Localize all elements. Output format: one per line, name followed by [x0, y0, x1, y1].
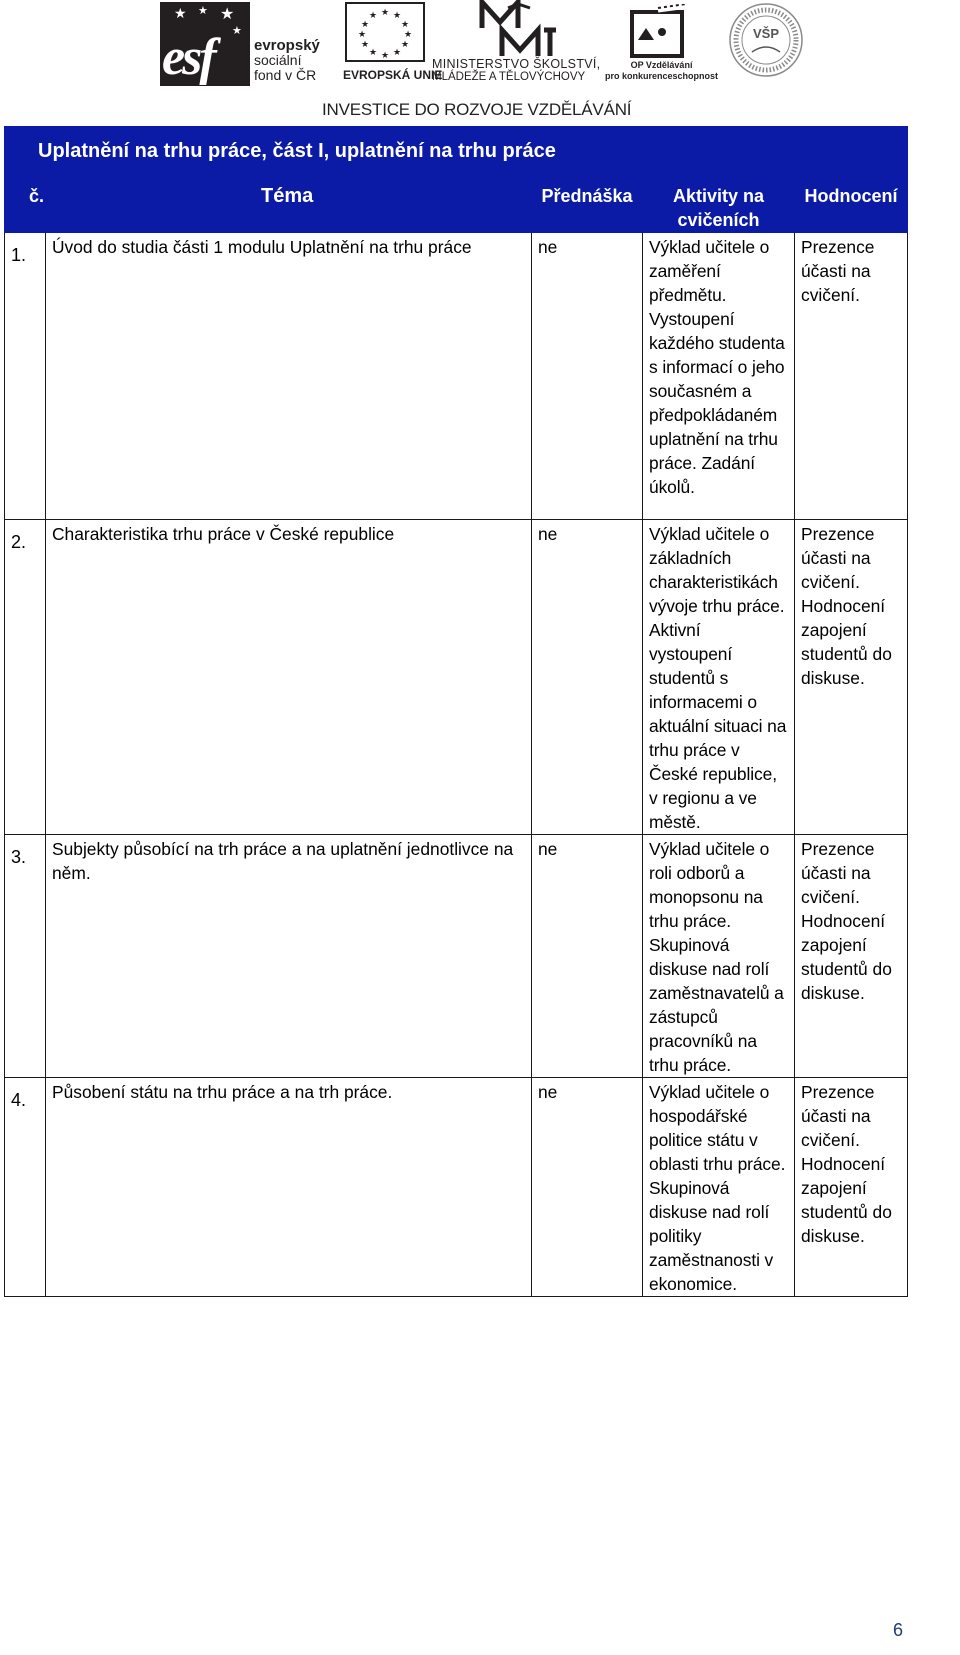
row-prednaska: ne: [538, 524, 558, 544]
row-tema-cell: [46, 520, 532, 835]
op-caption: [605, 60, 718, 82]
row-num: 4.: [11, 1090, 27, 1110]
esf-letters: esf: [162, 29, 214, 86]
esf-caption-line3: fond v ČR: [254, 67, 317, 83]
row-num-cell: [5, 520, 46, 835]
page-number: 6: [893, 1620, 904, 1640]
op-vzdelavani-logo-icon: [628, 4, 690, 60]
msmt-caption-line2: MLÁDEŽE A TĚLOVÝCHOVY: [432, 71, 586, 83]
row-tema: Subjekty působící na trh práce a na uplatnění jednotlivce na něm.: [52, 839, 514, 883]
esf-logo-icon: ★ ★ ★ ★ esf: [160, 2, 250, 86]
column-header-tema-label: Téma: [261, 185, 314, 207]
row-tema: Charakteristika trhu práce v České republice: [52, 524, 395, 544]
row-prednaska: ne: [538, 237, 558, 257]
row-num-cell: [5, 835, 46, 1078]
row-aktivity-cell: [643, 835, 795, 1078]
op-caption-line1: OP Vzdělávání: [630, 60, 693, 70]
row-num-cell: [5, 233, 46, 520]
row-hodnoceni-cell: [795, 233, 908, 520]
vsp-seal-logo-icon: [728, 2, 804, 78]
row-tema-cell: [46, 1078, 532, 1297]
row-prednaska-cell: [532, 1078, 643, 1297]
row-tema: Působení státu na trhu práce a na trh práce.: [52, 1082, 393, 1102]
table-row: [5, 1078, 908, 1297]
row-prednaska-cell: [532, 233, 643, 520]
column-header-num-label: č.: [29, 186, 45, 206]
table-row: [5, 520, 908, 835]
row-tema-cell: [46, 835, 532, 1078]
eu-flag-icon: ★ ★ ★ ★ ★ ★ ★ ★ ★ ★ ★ ★: [345, 2, 425, 62]
msmt-logo-icon: [478, 0, 558, 58]
msmt-caption-line1: MINISTERSTVO ŠKOLSTVÍ,: [432, 57, 601, 71]
row-aktivity: Výklad učitele o zaměření předmětu. Vystoupení každého studenta s informací o jeho současném a předpokládaném uplatnění na trhu práce. Zadání úkolů.: [649, 237, 785, 497]
row-tema-cell: [46, 233, 532, 520]
row-prednaska-cell: [532, 835, 643, 1078]
row-aktivity: Výklad učitele o hospodářské politice státu v oblasti trhu práce. Skupinová diskuse nad rolí politiky zaměstnanosti v ekonomice.: [649, 1082, 786, 1294]
row-prednaska: ne: [538, 1082, 558, 1102]
column-header-aktivity: [643, 180, 795, 233]
row-num: 1.: [11, 245, 27, 265]
column-header-num: [5, 180, 46, 233]
esf-caption: [254, 38, 320, 83]
row-aktivity: Výklad učitele o roli odborů a monopsonu na trhu práce. Skupinová diskuse nad rolí zaměstnavatelů a zástupců pracovníků na trhu práce.: [649, 839, 784, 1075]
row-hodnoceni: Prezence účasti na cvičení. Hodnocení zapojení studentů do diskuse.: [801, 839, 892, 1003]
table-row: [5, 233, 908, 520]
row-aktivity-cell: [643, 1078, 795, 1297]
row-hodnoceni-cell: [795, 835, 908, 1078]
table-title-cell: [5, 127, 908, 180]
column-header-hodnoceni: [795, 180, 908, 233]
row-aktivity-cell: [643, 233, 795, 520]
table-title-row: [5, 127, 908, 180]
investice-slogan: INVESTICE DO ROZVOJE VZDĚLÁVÁNÍ: [322, 100, 632, 119]
svg-text:VŠP: VŠP: [752, 26, 780, 41]
row-hodnoceni-cell: [795, 520, 908, 835]
table-row: [5, 835, 908, 1078]
column-header-prednaska: [532, 180, 643, 233]
column-header-tema: [46, 180, 532, 233]
esf-caption-line1: evropský: [254, 37, 320, 54]
row-hodnoceni: Prezence účasti na cvičení. Hodnocení zapojení studentů do diskuse.: [801, 524, 892, 688]
table-title: Uplatnění na trhu práce, část I, uplatnění na trhu práce: [38, 140, 556, 162]
row-num: 2.: [11, 532, 27, 552]
column-header-aktivity-label: Aktivity na cvičeních: [672, 186, 765, 230]
row-hodnoceni: Prezence účasti na cvičení.: [801, 237, 875, 305]
eu-caption: EVROPSKÁ UNIE: [343, 68, 443, 82]
row-hodnoceni-cell: [795, 1078, 908, 1297]
row-aktivity-cell: [643, 520, 795, 835]
esf-caption-line2: sociální: [254, 52, 302, 68]
row-tema: Úvod do studia části 1 modulu Uplatnění na trhu práce: [52, 237, 472, 257]
row-prednaska: ne: [538, 839, 558, 859]
row-aktivity: Výklad učitele o základních charakteristikách vývoje trhu práce. Aktivní vystoupení studentů s informacemi o aktuální situaci na trhu práce v České republice, v regionu a ve městě.: [649, 524, 787, 832]
logo-bar: [160, 0, 860, 100]
column-header-prednaska-label: Přednáška: [541, 186, 633, 206]
table-header-row: [5, 180, 908, 233]
course-table: [4, 126, 908, 1297]
row-prednaska-cell: [532, 520, 643, 835]
column-header-hodnoceni-label: Hodnocení: [804, 186, 898, 206]
row-num: 3.: [11, 847, 27, 867]
row-hodnoceni: Prezence účasti na cvičení. Hodnocení zapojení studentů do diskuse.: [801, 1082, 892, 1246]
op-caption-line2: pro konkurenceschopnost: [605, 71, 719, 81]
row-num-cell: [5, 1078, 46, 1297]
msmt-caption: [432, 58, 600, 84]
